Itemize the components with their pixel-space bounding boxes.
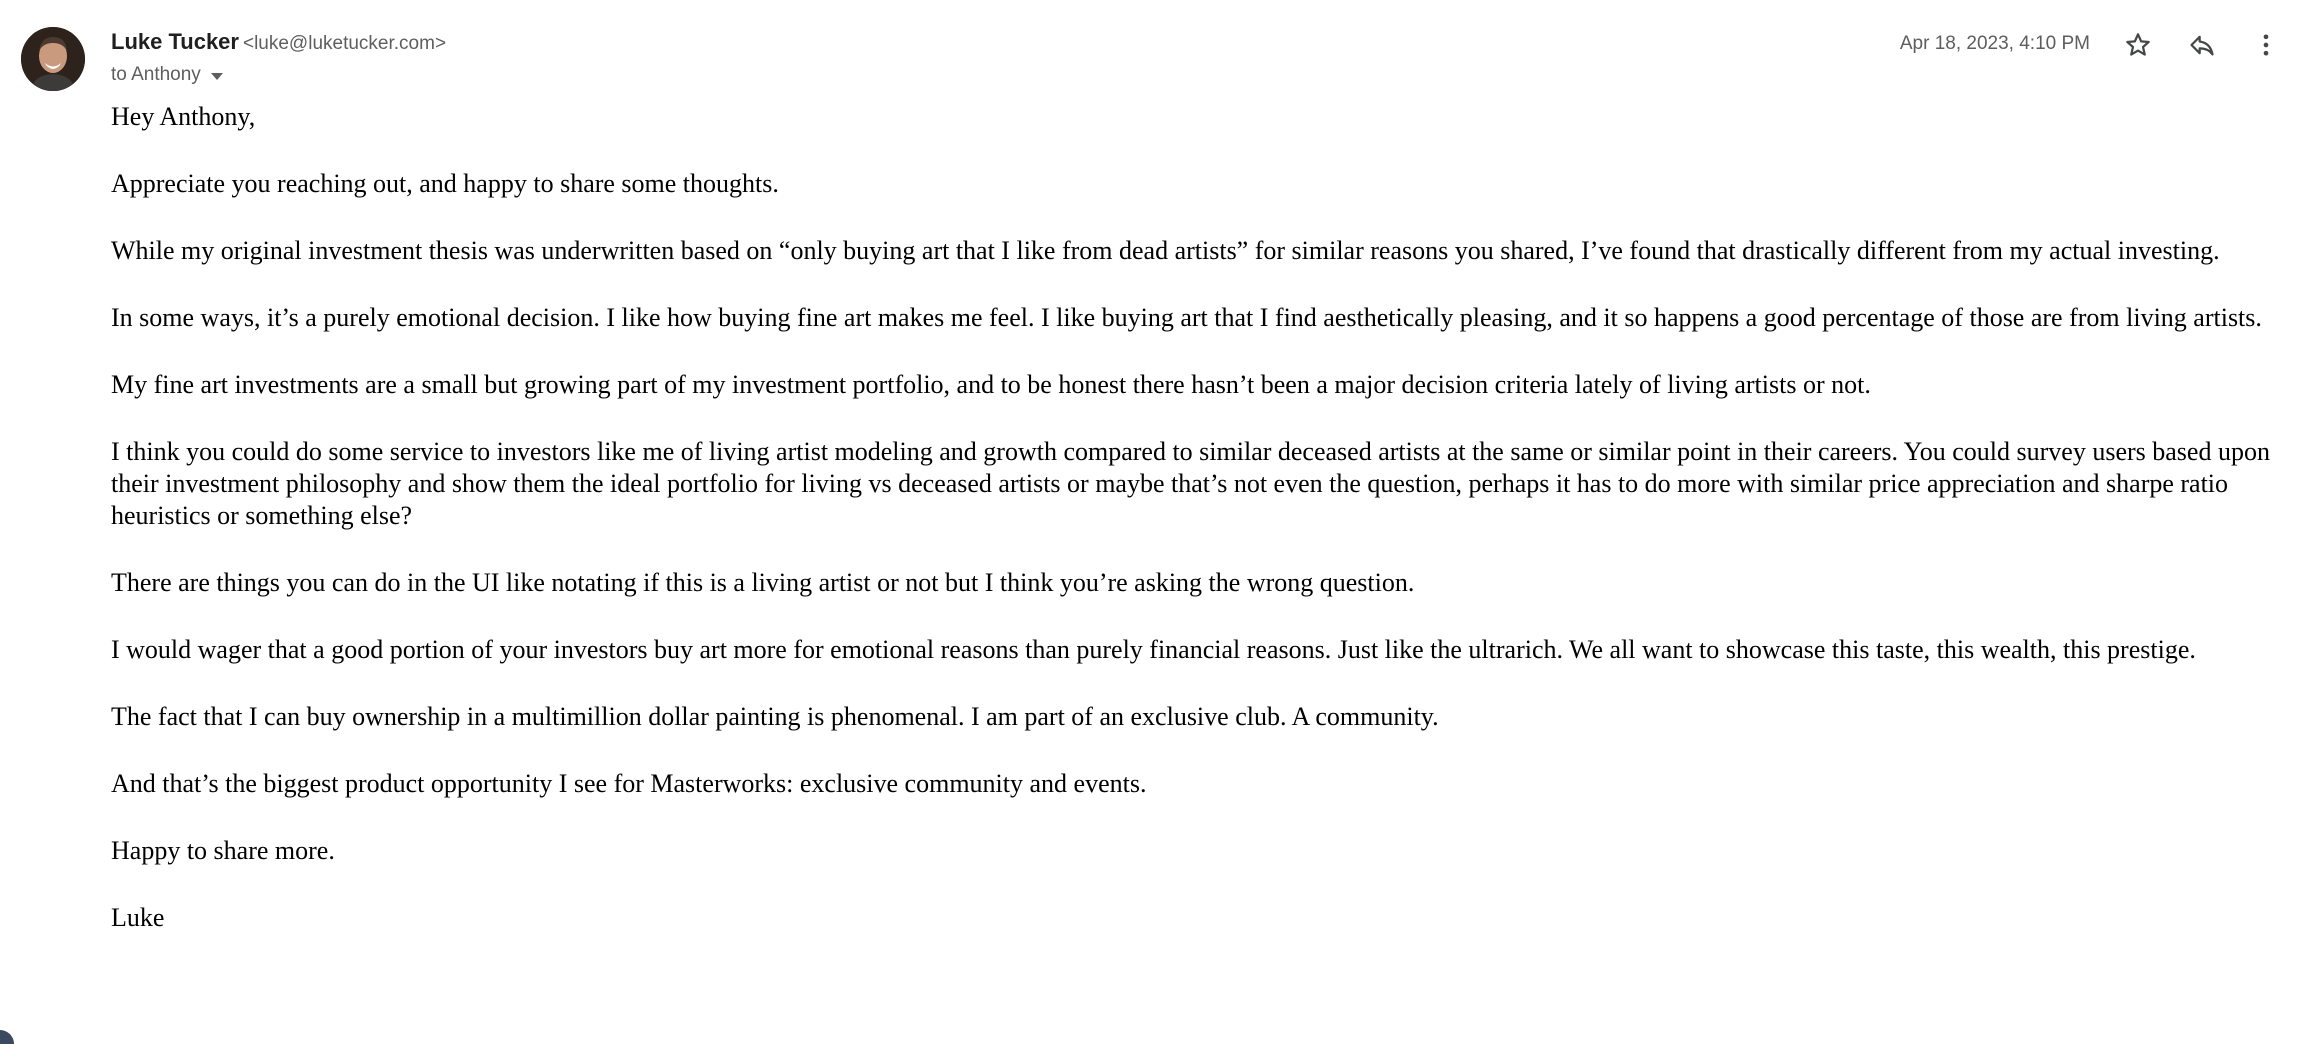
person-avatar-icon — [21, 27, 85, 91]
body-paragraph: I would wager that a good portion of your investors buy art more for emotional reasons than purely financial reasons. Just like the ultrarich. We all want to showcase this taste, this wealth, this prestige. — [111, 635, 2196, 664]
body-paragraph: Happy to share more. — [111, 836, 335, 865]
body-paragraph: My fine art investments are a small but growing part of my investment portfolio, and to be honest there hasn’t been a major decision criteria lately of living artists or not. — [111, 370, 1871, 399]
reply-icon — [2188, 31, 2216, 59]
signature: Luke — [111, 903, 165, 932]
recipient-label: to Anthony — [111, 64, 201, 85]
reply-button[interactable] — [2182, 25, 2222, 65]
recipient-details-toggle[interactable] — [111, 64, 223, 86]
body-paragraph: And that’s the biggest product opportunity I see for Masterworks: exclusive community and events. — [111, 769, 1147, 798]
body-paragraph: Appreciate you reaching out, and happy to share some thoughts. — [111, 169, 779, 198]
star-outline-icon — [2124, 31, 2152, 59]
body-paragraph: In some ways, it’s a purely emotional decision. I like how buying fine art makes me feel. I like buying art that I find aesthetically pleasing, and it so happens a good percentage of those are from living artists. — [111, 303, 2262, 332]
body-paragraph: Hey Anthony, — [111, 102, 256, 131]
email-body — [111, 101, 2291, 969]
body-paragraph: I think you could do some service to investors like me of living artist modeling and growth compared to similar deceased artists at the same or similar point in their careers. You could survey users based upon their investment philosophy and show them the ideal portfolio for living vs deceased artists or maybe that’s not even the question, perhaps it has to do more with similar price appreciation and sharpe ratio heuristics or something else? — [111, 437, 2270, 530]
window-corner — [0, 1030, 14, 1044]
more-vertical-icon — [2252, 31, 2280, 59]
sender-line — [111, 29, 446, 55]
sender-avatar[interactable] — [21, 27, 85, 91]
sender-name[interactable]: Luke Tucker — [111, 29, 239, 54]
body-paragraph: While my original investment thesis was underwritten based on “only buying art that I like from dead artists” for similar reasons you shared, I’ve found that drastically different from my actual investing. — [111, 236, 2220, 265]
body-paragraph: There are things you can do in the UI like notating if this is a living artist or not but I think you’re asking the wrong question. — [111, 568, 1415, 597]
more-options-button[interactable] — [2246, 25, 2286, 65]
message-date: Apr 18, 2023, 4:10 PM — [1899, 33, 2090, 54]
star-button[interactable] — [2118, 25, 2158, 65]
chevron-down-icon[interactable] — [211, 73, 223, 80]
sender-email: <luke@luketucker.com> — [242, 33, 447, 54]
body-paragraph: The fact that I can buy ownership in a multimillion dollar painting is phenomenal. I am part of an exclusive club. A community. — [111, 702, 1439, 731]
